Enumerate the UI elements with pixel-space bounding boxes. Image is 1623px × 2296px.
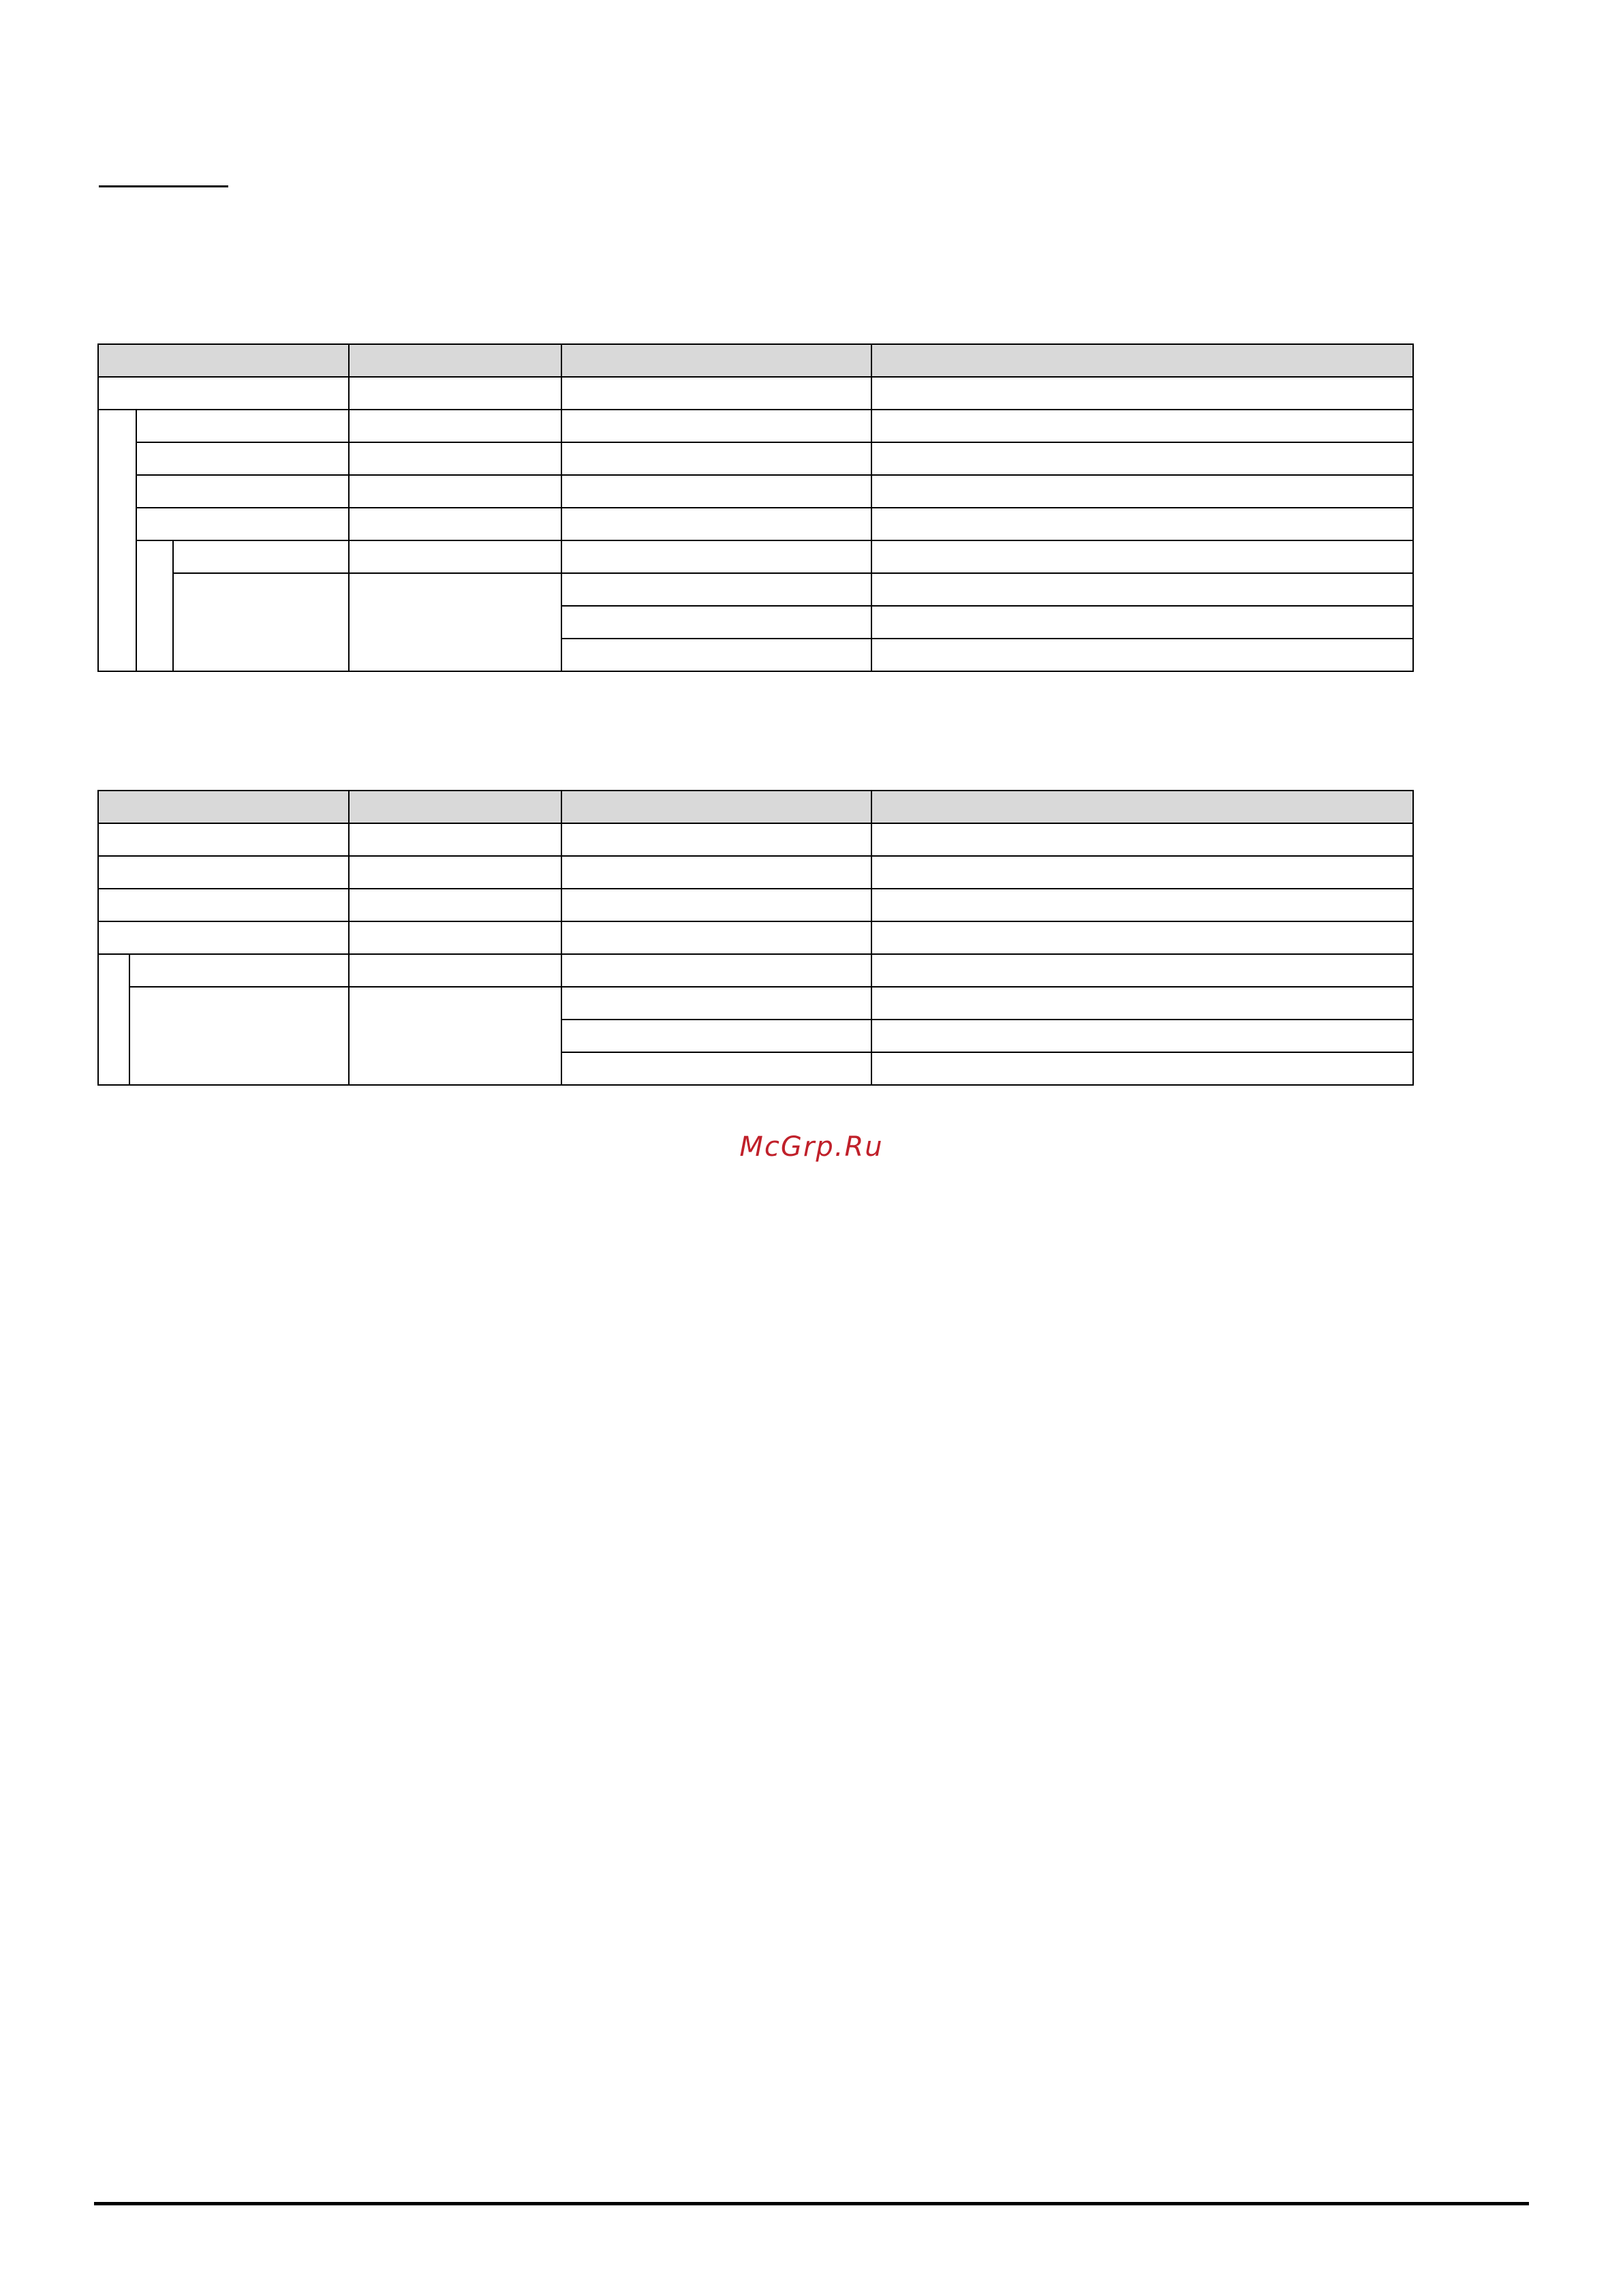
table-cell [871, 856, 1413, 889]
table-row [98, 823, 1413, 856]
table-row [98, 508, 1413, 540]
table-cell [561, 987, 871, 1020]
table-row [98, 573, 1413, 606]
table-cell [349, 889, 561, 921]
table-cell [561, 377, 871, 410]
table-cell [561, 410, 871, 442]
table-cell [349, 508, 561, 540]
header-cell [98, 344, 349, 377]
table-cell [129, 954, 349, 987]
table-header-row [98, 791, 1413, 823]
table-cell [871, 573, 1413, 606]
table-cell [871, 921, 1413, 954]
table-cell [871, 540, 1413, 573]
table-1 [97, 343, 1414, 672]
table-cell [561, 508, 871, 540]
table-cell [561, 540, 871, 573]
header-cell [561, 791, 871, 823]
table-cell [98, 921, 349, 954]
table-row [98, 442, 1413, 475]
table-cell [561, 1020, 871, 1052]
table-cell [349, 540, 561, 573]
table-cell [98, 377, 349, 410]
table-cell [349, 856, 561, 889]
table-cell [349, 475, 561, 508]
header-cell [98, 791, 349, 823]
table-cell [173, 540, 349, 573]
table-cell [871, 508, 1413, 540]
table-cell [349, 442, 561, 475]
table-cell [871, 954, 1413, 987]
table-cell [136, 410, 349, 442]
header-cell [871, 791, 1413, 823]
footer-rule [94, 2202, 1529, 2205]
table-cell [871, 606, 1413, 639]
table-cell [871, 410, 1413, 442]
table-cell [98, 856, 349, 889]
table-cell [349, 921, 561, 954]
table-cell [561, 475, 871, 508]
table-row [98, 540, 1413, 573]
table-cell [871, 987, 1413, 1020]
table-row [98, 954, 1413, 987]
table-row [98, 410, 1413, 442]
table-cell [871, 639, 1413, 671]
table-cell [871, 442, 1413, 475]
table-cell [871, 823, 1413, 856]
watermark-text: McGrp.Ru [739, 1131, 884, 1163]
table-row [98, 377, 1413, 410]
table-cell [871, 889, 1413, 921]
header-cell [349, 344, 561, 377]
table-header-row [98, 344, 1413, 377]
merged-cell [349, 987, 561, 1085]
table-cell [349, 410, 561, 442]
table-cell [561, 639, 871, 671]
table-cell [561, 442, 871, 475]
table-cell [561, 954, 871, 987]
header-cell [349, 791, 561, 823]
header-cell [871, 344, 1413, 377]
table-cell [136, 475, 349, 508]
table-cell [871, 1052, 1413, 1085]
table-cell [561, 889, 871, 921]
table-cell [561, 823, 871, 856]
table-cell [136, 508, 349, 540]
heading-underline [99, 185, 228, 187]
table-cell [136, 442, 349, 475]
group-cell [98, 410, 136, 671]
table-row [98, 856, 1413, 889]
group-cell [98, 954, 129, 1085]
table-cell [871, 377, 1413, 410]
merged-cell [129, 987, 349, 1085]
table-cell [561, 921, 871, 954]
table-cell [349, 823, 561, 856]
table-cell [561, 856, 871, 889]
table-cell [349, 954, 561, 987]
merged-cell [173, 573, 349, 671]
table-cell [561, 606, 871, 639]
table-cell [871, 475, 1413, 508]
table-cell [561, 573, 871, 606]
table-cell [871, 1020, 1413, 1052]
header-cell [561, 344, 871, 377]
table-cell [98, 889, 349, 921]
table-2 [97, 790, 1414, 1086]
merged-cell [349, 573, 561, 671]
table-cell [561, 1052, 871, 1085]
table-row [98, 889, 1413, 921]
subgroup-cell [136, 540, 173, 671]
table-cell [98, 823, 349, 856]
table-row [98, 921, 1413, 954]
table-cell [349, 377, 561, 410]
table-row [98, 475, 1413, 508]
table-row [98, 987, 1413, 1020]
